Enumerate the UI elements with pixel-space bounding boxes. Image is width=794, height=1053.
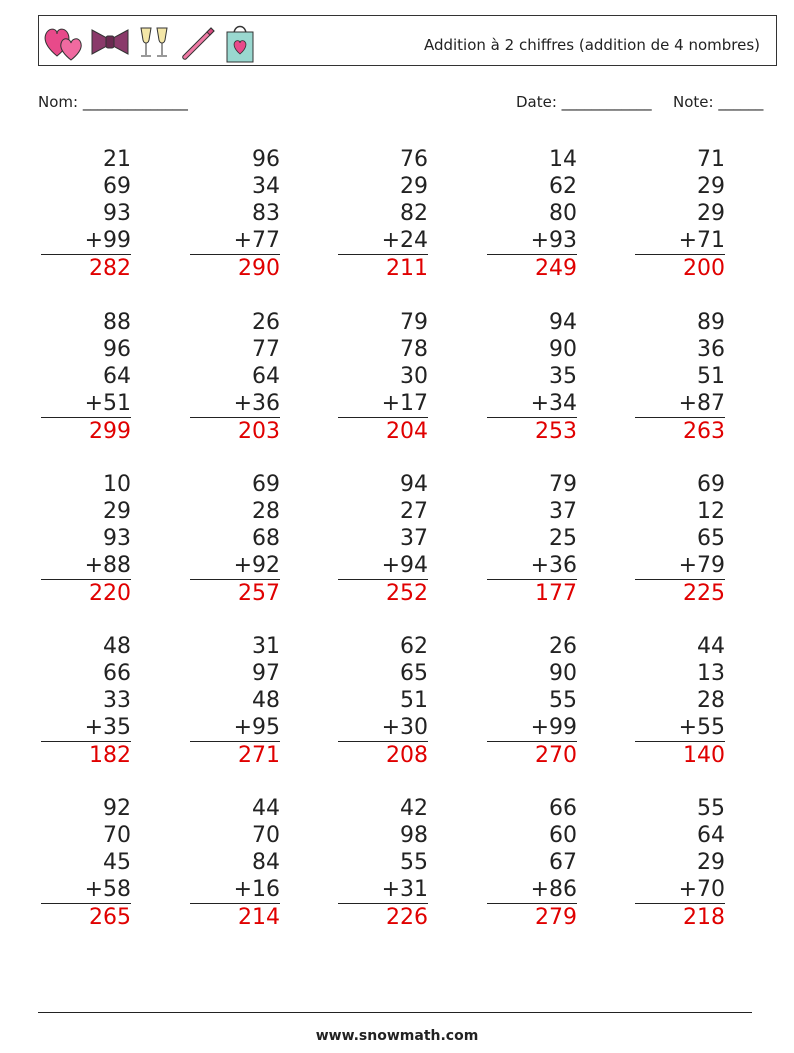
addend: 93 <box>103 526 131 551</box>
problem-24 <box>487 795 577 931</box>
gift-bag-icon <box>223 20 257 64</box>
answer-sum: 263 <box>683 419 725 444</box>
hearts-icon <box>43 22 85 62</box>
champagne-glasses-icon <box>135 22 173 62</box>
addend: 78 <box>400 337 428 362</box>
answer-sum: 211 <box>386 256 428 281</box>
addend: 21 <box>103 147 131 172</box>
addend: 27 <box>400 499 428 524</box>
addend: 70 <box>252 823 280 848</box>
addend: 66 <box>549 796 577 821</box>
addend: 90 <box>549 661 577 686</box>
addend-plus: +58 <box>41 876 131 904</box>
answer-sum: 203 <box>238 419 280 444</box>
addend: 79 <box>400 310 428 335</box>
addend-plus: +24 <box>338 227 428 255</box>
footer-divider <box>38 1012 752 1013</box>
addend: 37 <box>400 526 428 551</box>
addend-plus: +99 <box>487 714 577 742</box>
problem-7 <box>190 309 280 445</box>
addend: 51 <box>697 364 725 389</box>
name-field[interactable]: Nom: ______________ <box>38 93 188 111</box>
addend: 89 <box>697 310 725 335</box>
addend: 55 <box>400 850 428 875</box>
problem-14 <box>487 471 577 607</box>
answer-sum: 270 <box>535 743 577 768</box>
addend: 29 <box>697 174 725 199</box>
addend: 44 <box>697 634 725 659</box>
answer-sum: 177 <box>535 581 577 606</box>
answer-sum: 265 <box>89 905 131 930</box>
addend: 33 <box>103 688 131 713</box>
problem-11 <box>41 471 131 607</box>
answer-sum: 225 <box>683 581 725 606</box>
addend-plus: +99 <box>41 227 131 255</box>
addend-plus: +34 <box>487 390 577 418</box>
addend: 64 <box>697 823 725 848</box>
addend: 65 <box>400 661 428 686</box>
addend: 79 <box>549 472 577 497</box>
problem-25 <box>635 795 725 931</box>
problem-3 <box>338 146 428 282</box>
problem-22 <box>190 795 280 931</box>
addend: 26 <box>252 310 280 335</box>
answer-sum: 282 <box>89 256 131 281</box>
addend: 29 <box>697 201 725 226</box>
problem-17 <box>190 633 280 769</box>
addend: 37 <box>549 499 577 524</box>
addend: 69 <box>697 472 725 497</box>
answer-sum: 290 <box>238 256 280 281</box>
addend: 80 <box>549 201 577 226</box>
addend-plus: +77 <box>190 227 280 255</box>
addend: 26 <box>549 634 577 659</box>
problem-20 <box>635 633 725 769</box>
addend-plus: +71 <box>635 227 725 255</box>
problem-6 <box>41 309 131 445</box>
answer-sum: 279 <box>535 905 577 930</box>
addend: 94 <box>549 310 577 335</box>
answer-sum: 182 <box>89 743 131 768</box>
answer-sum: 271 <box>238 743 280 768</box>
addend: 88 <box>103 310 131 335</box>
addend: 98 <box>400 823 428 848</box>
addend: 84 <box>252 850 280 875</box>
answer-sum: 200 <box>683 256 725 281</box>
header-box <box>38 15 777 66</box>
addend: 45 <box>103 850 131 875</box>
problem-19 <box>487 633 577 769</box>
addend: 12 <box>697 499 725 524</box>
problem-8 <box>338 309 428 445</box>
addend: 10 <box>103 472 131 497</box>
date-field[interactable]: Date: ____________ <box>516 93 652 111</box>
addend-plus: +70 <box>635 876 725 904</box>
addend: 90 <box>549 337 577 362</box>
answer-sum: 214 <box>238 905 280 930</box>
answer-sum: 208 <box>386 743 428 768</box>
answer-sum: 252 <box>386 581 428 606</box>
addend: 29 <box>697 850 725 875</box>
addend-plus: +30 <box>338 714 428 742</box>
addend: 29 <box>103 499 131 524</box>
addend: 31 <box>252 634 280 659</box>
problem-1 <box>41 146 131 282</box>
answer-sum: 299 <box>89 419 131 444</box>
answer-sum: 220 <box>89 581 131 606</box>
addend: 92 <box>103 796 131 821</box>
problem-4 <box>487 146 577 282</box>
note-field[interactable]: Note: ______ <box>673 93 764 111</box>
addend: 94 <box>400 472 428 497</box>
answer-sum: 140 <box>683 743 725 768</box>
addend-plus: +88 <box>41 552 131 580</box>
addend: 13 <box>697 661 725 686</box>
addend: 71 <box>697 147 725 172</box>
answer-sum: 204 <box>386 419 428 444</box>
addend: 36 <box>697 337 725 362</box>
addend-plus: +55 <box>635 714 725 742</box>
addend: 65 <box>697 526 725 551</box>
addend-plus: +35 <box>41 714 131 742</box>
addend-plus: +95 <box>190 714 280 742</box>
addend: 83 <box>252 201 280 226</box>
problem-10 <box>635 309 725 445</box>
addend-plus: +36 <box>190 390 280 418</box>
problem-2 <box>190 146 280 282</box>
problem-15 <box>635 471 725 607</box>
problem-21 <box>41 795 131 931</box>
problem-9 <box>487 309 577 445</box>
problem-16 <box>41 633 131 769</box>
answer-sum: 257 <box>238 581 280 606</box>
addend: 82 <box>400 201 428 226</box>
footer-site: www.snowmath.com <box>315 1028 479 1044</box>
addend: 48 <box>252 688 280 713</box>
addend: 69 <box>252 472 280 497</box>
addend-plus: +86 <box>487 876 577 904</box>
addend: 28 <box>697 688 725 713</box>
problem-23 <box>338 795 428 931</box>
addend: 77 <box>252 337 280 362</box>
answer-sum: 218 <box>683 905 725 930</box>
addend: 51 <box>400 688 428 713</box>
problem-18 <box>338 633 428 769</box>
answer-sum: 226 <box>386 905 428 930</box>
addend: 64 <box>103 364 131 389</box>
answer-sum: 253 <box>535 419 577 444</box>
student-fields <box>38 93 771 113</box>
problem-13 <box>338 471 428 607</box>
champagne-bottle-icon <box>177 22 219 62</box>
addend: 48 <box>103 634 131 659</box>
addend: 96 <box>103 337 131 362</box>
addend-plus: +87 <box>635 390 725 418</box>
addend: 66 <box>103 661 131 686</box>
addend-plus: +93 <box>487 227 577 255</box>
addend-plus: +51 <box>41 390 131 418</box>
addend: 30 <box>400 364 428 389</box>
addend: 76 <box>400 147 428 172</box>
header-icons <box>43 20 257 64</box>
answer-sum: 249 <box>535 256 577 281</box>
addend: 67 <box>549 850 577 875</box>
worksheet-title: Addition à 2 chiffres (addition de 4 nombres) <box>423 36 760 54</box>
problem-5 <box>635 146 725 282</box>
addend: 55 <box>549 688 577 713</box>
addend-plus: +31 <box>338 876 428 904</box>
addend: 42 <box>400 796 428 821</box>
addend: 25 <box>549 526 577 551</box>
addend: 55 <box>697 796 725 821</box>
addend: 69 <box>103 174 131 199</box>
addend-plus: +16 <box>190 876 280 904</box>
addend: 14 <box>549 147 577 172</box>
addend: 35 <box>549 364 577 389</box>
addend-plus: +94 <box>338 552 428 580</box>
addend: 34 <box>252 174 280 199</box>
addend-plus: +79 <box>635 552 725 580</box>
bow-tie-icon <box>89 22 131 62</box>
addend-plus: +17 <box>338 390 428 418</box>
addend: 62 <box>400 634 428 659</box>
addend: 96 <box>252 147 280 172</box>
addend: 68 <box>252 526 280 551</box>
addend: 44 <box>252 796 280 821</box>
addend-plus: +36 <box>487 552 577 580</box>
addend-plus: +92 <box>190 552 280 580</box>
addend: 28 <box>252 499 280 524</box>
addend: 97 <box>252 661 280 686</box>
problem-12 <box>190 471 280 607</box>
addend: 62 <box>549 174 577 199</box>
addend: 60 <box>549 823 577 848</box>
addend: 93 <box>103 201 131 226</box>
addend: 64 <box>252 364 280 389</box>
addend: 29 <box>400 174 428 199</box>
addend: 70 <box>103 823 131 848</box>
